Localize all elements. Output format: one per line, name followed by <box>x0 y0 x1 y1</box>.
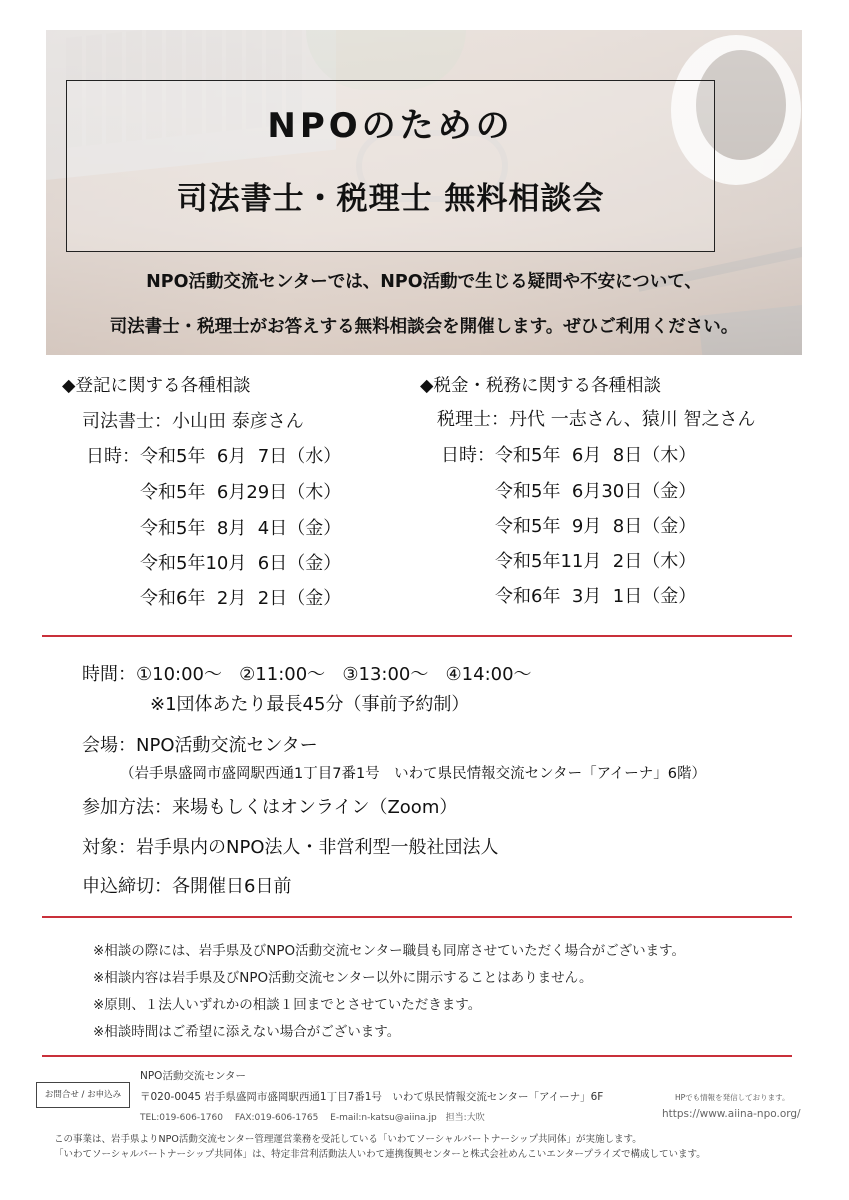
page-title-line1: NPOのための <box>267 106 514 146</box>
website-link[interactable]: https://www.aiina-npo.org/ <box>662 1108 801 1120</box>
venue-address: （岩手県盛岡市盛岡駅西通1丁目7番1号 いわて県民情報交流センター「アイーナ」6階） <box>120 766 707 782</box>
hp-note: HPでも情報を発信しております。 <box>675 1093 790 1102</box>
divider <box>42 916 792 918</box>
footer-note: 「いわてソーシャルパートナーシップ共同体」は、特定非営利活動法人いわて連携復興センターと株式会社めんこいエンタープライズで構成しています。 <box>54 1149 706 1160</box>
registration-date: 日時：令和5年 6月 7日（水） <box>86 446 342 467</box>
tax-heading: ◆税金・税務に関する各種相談 <box>420 376 661 396</box>
note-item: ※相談内容は岩手県及びNPO活動交流センター以外に開示することはありません。 <box>93 970 593 986</box>
participation-method: 参加方法：来場もしくはオンライン（Zoom） <box>82 797 458 818</box>
divider <box>42 635 792 637</box>
application-deadline: 申込締切：各開催日6日前 <box>82 876 292 897</box>
registration-advisor: 司法書士：小山田 泰彦さん <box>82 411 304 432</box>
tax-date: 令和6年 3月 1日（金） <box>495 586 697 607</box>
note-item: ※相談時間はご希望に添えない場合がございます。 <box>93 1024 401 1040</box>
venue: 会場：NPO活動交流センター <box>82 735 318 756</box>
tax-date: 令和5年11月 2日（木） <box>495 551 697 572</box>
registration-date: 令和5年 8月 4日（金） <box>140 518 342 539</box>
footer-note: この事業は、岩手県よりNPO活動交流センター管理運営業務を受託している「いわてソーシャルパートナーシップ共同体」が実施します。 <box>54 1134 642 1145</box>
note-item: ※相談の際には、岩手県及びNPO活動交流センター職員も同席させていただく場合がございます。 <box>93 943 686 959</box>
footer-address: 〒020-0045 岩手県盛岡市盛岡駅西通1丁目7番1号 いわて県民情報交流センター「アイーナ」6F <box>140 1091 604 1103</box>
registration-date: 令和5年 6月29日（木） <box>140 482 342 503</box>
intro-line1: NPO活動交流センターでは、NPO活動で生じる疑問や不安について、 <box>146 272 702 292</box>
time-slots: 時間：①10:00～ ②11:00～ ③13:00～ ④14:00～ <box>82 664 532 685</box>
tax-date: 令和5年 9月 8日（金） <box>495 516 697 537</box>
target-audience: 対象：岩手県内のNPO法人・非営利型一般社団法人 <box>82 837 499 858</box>
tax-date: 日時：令和5年 6月 8日（木） <box>441 445 697 466</box>
page-title-line2: 司法書士・税理士 無料相談会 <box>176 181 605 217</box>
contact-label-box: お問合せ / お申込み <box>36 1082 130 1108</box>
note-item: ※原則、１法人いずれかの相談１回までとさせていただきます。 <box>93 997 482 1013</box>
footer-org: NPO活動交流センター <box>140 1070 247 1082</box>
tax-advisor: 税理士：丹代 一志さん、猿川 智之さん <box>437 409 756 430</box>
time-note: ※1団体あたり最長45分（事前予約制） <box>150 694 470 715</box>
intro-line2: 司法書士・税理士がお答えする無料相談会を開催します。ぜひご利用ください。 <box>109 317 739 337</box>
registration-date: 令和6年 2月 2日（金） <box>140 588 342 609</box>
footer-contact: TEL:019-606-1760 FAX:019-606-1765 E-mail:n-katsu@aiina.jp 担当:大吹 <box>140 1113 485 1123</box>
registration-heading: ◆登記に関する各種相談 <box>62 376 251 396</box>
divider <box>42 1055 792 1057</box>
registration-date: 令和5年10月 6日（金） <box>140 553 342 574</box>
tax-date: 令和5年 6月30日（金） <box>495 481 697 502</box>
